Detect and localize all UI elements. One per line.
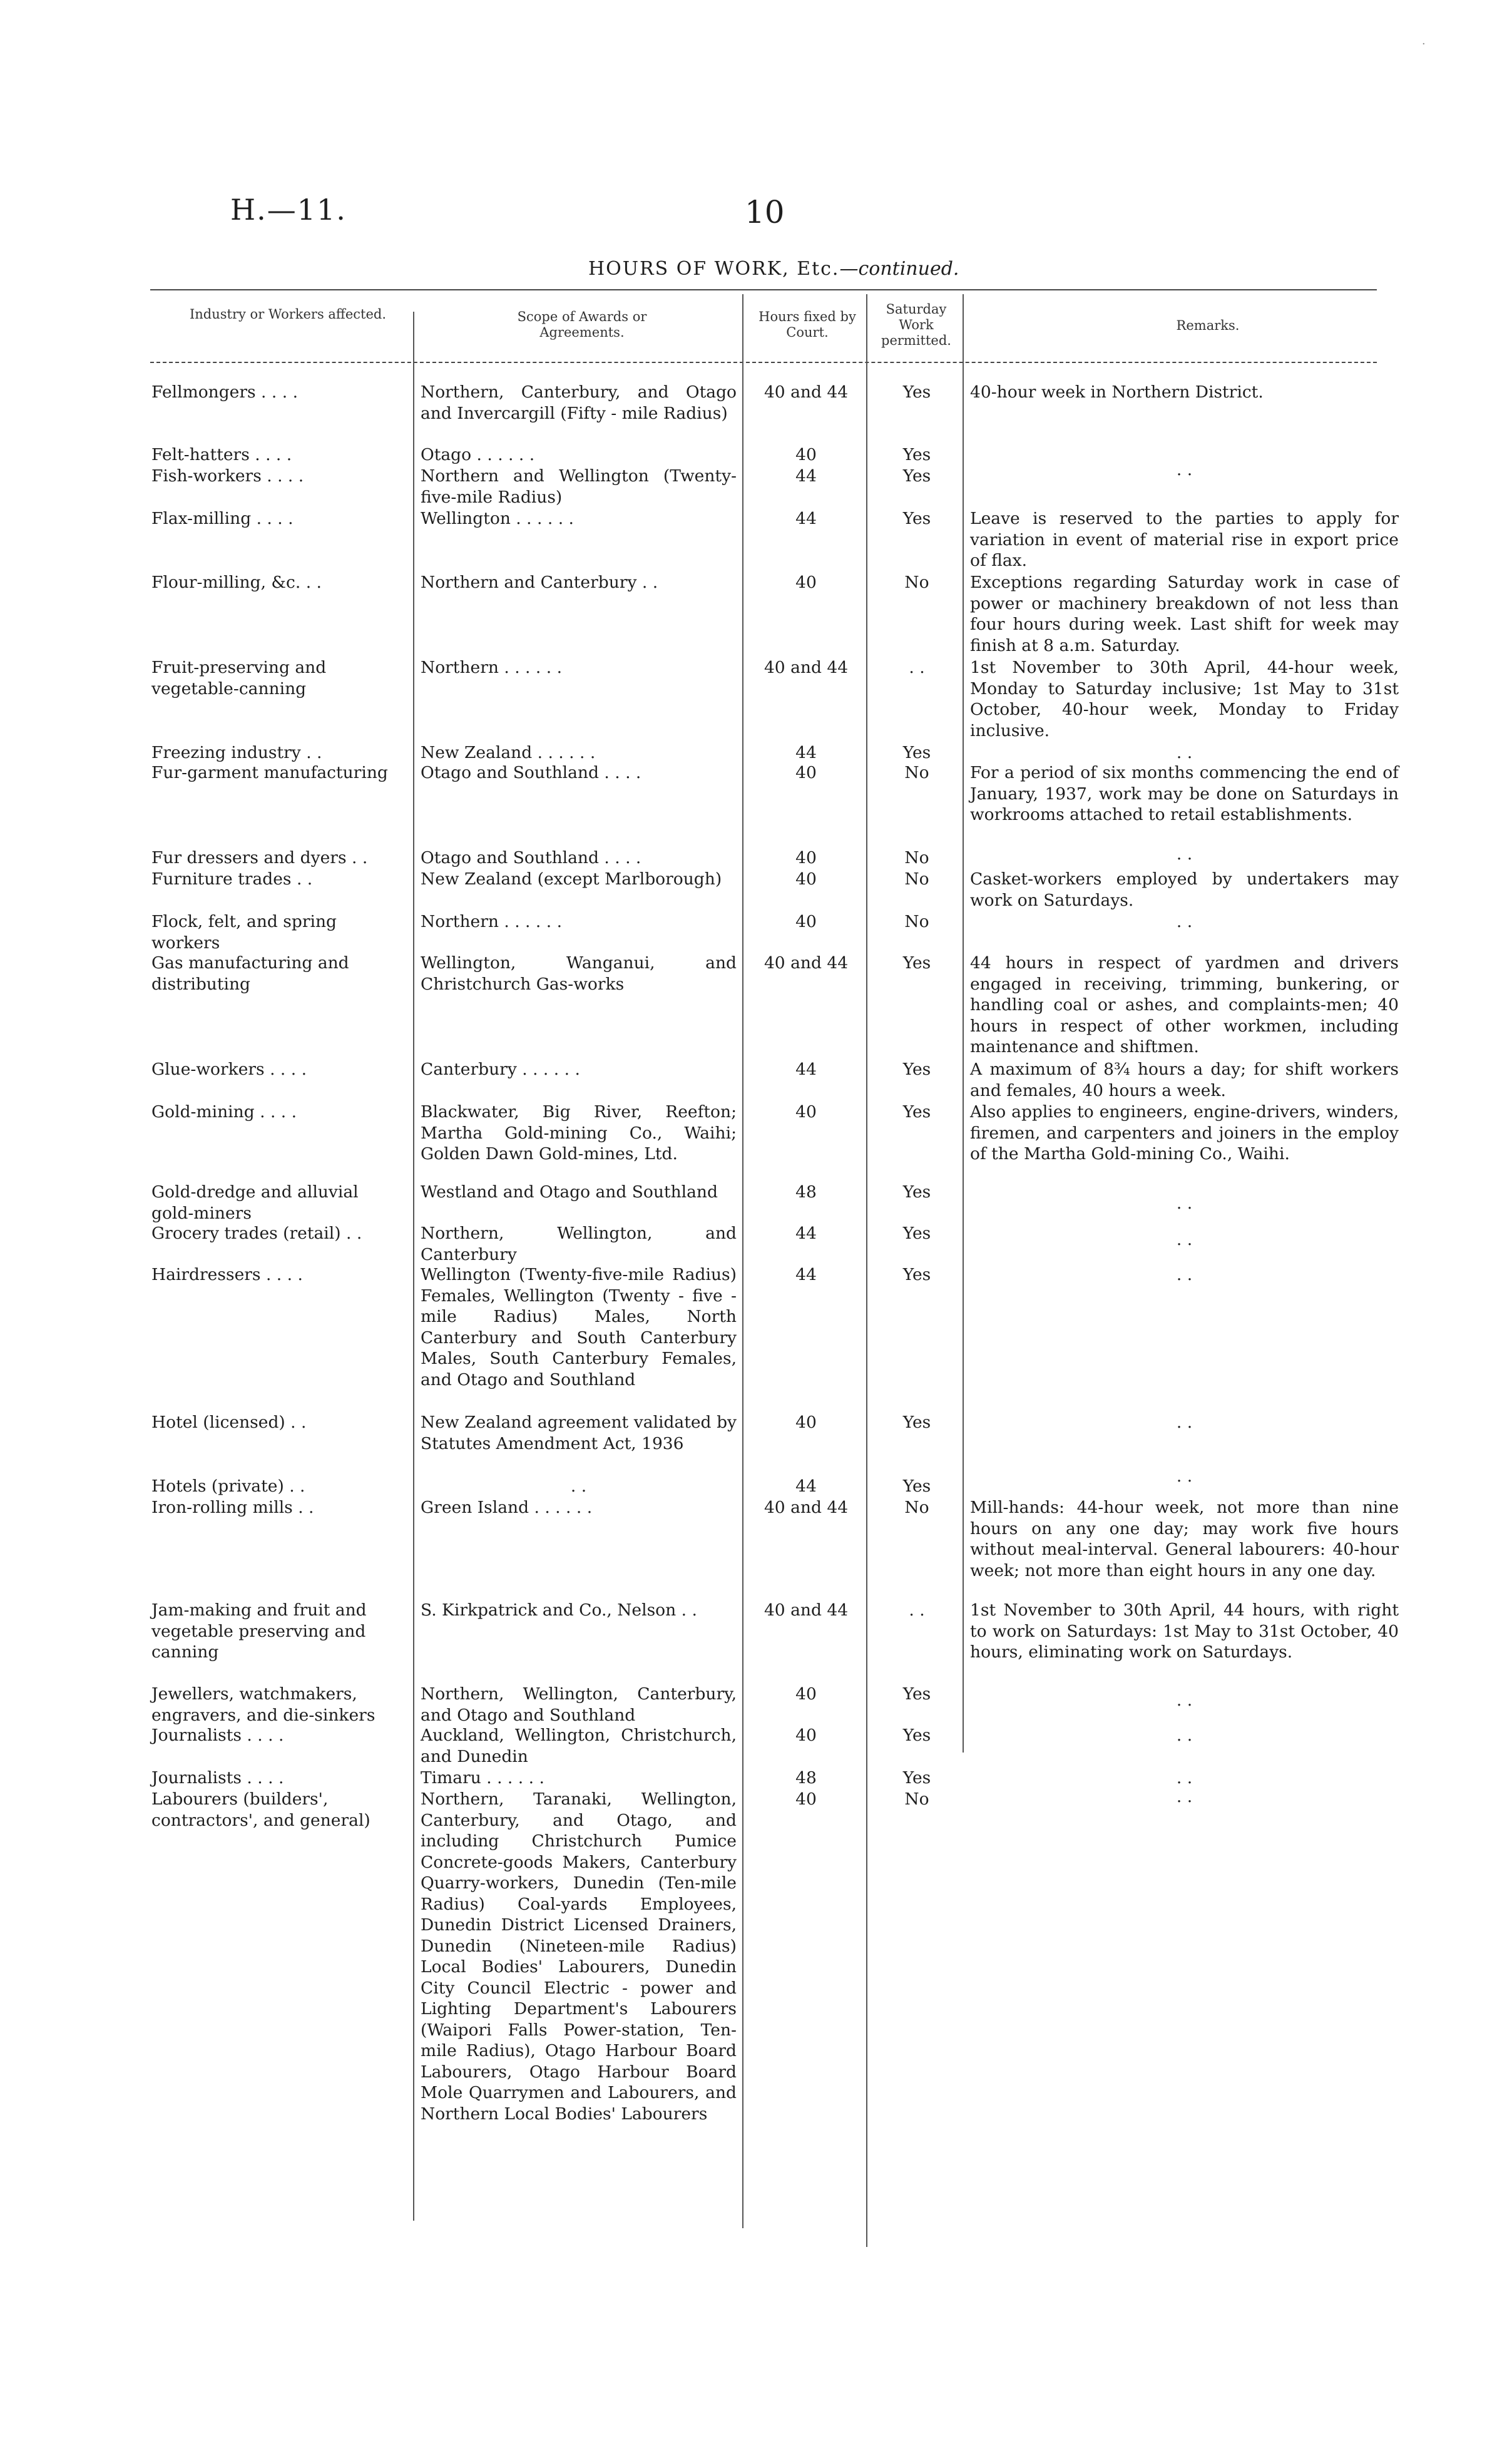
cell-scope: New Zealand (except Marlborough) [421,869,722,889]
cell-hours: 44 [795,1224,817,1243]
cell-hours: 40 [795,869,817,889]
cell-saturday: No [904,848,929,867]
cell-remarks: Also applies to engineers, engine-drivers, winders, firemen, and carpenters and joiners in the employ of the Martha Gold-mining Co., Waihi. [970,1102,1399,1164]
cell-industry: Labourers (builders', contractors', and general) [151,1789,370,1830]
cell-hours: 44 [795,1476,817,1496]
cell-industry: Iron-rolling mills . . [151,1498,314,1517]
cell-saturday: Yes [902,509,931,528]
header-scope: Scope of Awards or Agreements. [517,309,647,340]
cell-saturday: Yes [902,1102,931,1122]
cell-industry: Hotels (private) . . [151,1476,305,1496]
cell-remarks: . . [1176,1194,1193,1213]
cell-scope: Timaru . . . . . . [421,1768,544,1788]
cell-hours: 40 [795,1102,817,1122]
cell-remarks: . . [1176,1691,1193,1710]
cell-scope: Auckland, Wellington, Christchurch, and Dunedin [421,1726,737,1766]
page-title-main: HOURS OF WORK, Etc. [588,258,840,280]
cell-scope: S. Kirkpatrick and Co., Nelson . . [421,1600,697,1620]
cell-scope: Northern . . . . . . [421,658,563,677]
cell-scope: Wellington, Wanganui, and Christchurch Gas-works [421,953,737,994]
cell-hours: 44 [795,743,817,762]
cell-remarks: 44 hours in respect of yardmen and drivers engaged in receiving, trimming, bunkering, or handling coal or ashes, and complaints-men; 40 hours in respect of other workmen, including maintenance and shiftmen. [970,953,1399,1057]
cell-hours: 40 [795,1726,817,1745]
cell-saturday: No [904,1498,929,1517]
cell-scope: Otago and Southland . . . . [421,763,641,782]
cell-remarks: . . [1176,1726,1193,1745]
cell-scope: Northern . . . . . . [421,912,563,931]
corner-mark: · [1422,38,1426,51]
cell-hours: 40 [795,445,817,464]
cell-remarks: . . [1176,844,1193,864]
cell-industry: Flour-milling, &c. . . [151,573,322,592]
cell-scope: Blackwater, Big River, Reefton; Martha Gold-mining Co., Waihi; Golden Dawn Gold-mines, Ltd. [421,1102,737,1164]
table-header-rule [150,362,1377,363]
cell-saturday: Yes [902,382,931,402]
cell-industry: Journalists . . . . [151,1768,284,1788]
cell-remarks: For a period of six months commencing the end of January, 1937, work may be done on Saturdays in workrooms attached to retail establishments. [970,763,1399,824]
page-reference: H.—11. [230,193,347,227]
cell-hours: 44 [795,509,817,528]
cell-industry: Flock, felt, and spring workers [151,912,337,953]
cell-remarks: 40-hour week in Northern District. [970,382,1264,402]
page-title-continued: —continued. [839,258,959,280]
cell-scope: Wellington . . . . . . [421,509,574,528]
cell-hours: 40 and 44 [764,1600,849,1620]
cell-remarks: . . [1176,743,1193,762]
cell-saturday: Yes [902,1768,931,1788]
cell-scope: Otago . . . . . . [421,445,535,464]
page-title [588,258,959,280]
cell-remarks: Casket-workers employed by undertakers may work on Saturdays. [970,869,1399,910]
cell-industry: Gas manufacturing and distributing [151,953,349,994]
cell-saturday: Yes [902,743,931,762]
cell-hours: 44 [795,1265,817,1284]
cell-hours: 40 [795,573,817,592]
cell-saturday: Yes [902,1684,931,1704]
cell-saturday: No [904,763,929,782]
cell-industry: Glue-workers . . . . [151,1060,307,1079]
cell-industry: Jewellers, watchmakers, engravers, and die-sinkers [151,1684,375,1725]
cell-scope: Northern and Canterbury . . [421,573,658,592]
cell-saturday: Yes [902,953,931,973]
cell-scope: New Zealand agreement validated by Statutes Amendment Act, 1936 [421,1413,737,1453]
cell-saturday: No [904,1789,929,1809]
cell-industry: Fruit-preserving and vegetable-canning [151,658,327,699]
cell-saturday: No [904,912,929,931]
cell-saturday: Yes [902,1224,931,1243]
cell-remarks: A maximum of 8¾ hours a day; for shift workers and females, 40 hours a week. [970,1060,1399,1100]
cell-hours: 40 and 44 [764,382,849,402]
cell-saturday: Yes [902,1476,931,1496]
cell-saturday: . . [909,1600,925,1620]
cell-industry: Hairdressers . . . . [151,1265,303,1284]
cell-industry: Gold-dredge and alluvial gold-miners [151,1182,359,1223]
cell-industry: Freezing industry . . [151,743,322,762]
cell-industry: Fellmongers . . . . [151,382,299,402]
cell-scope: Northern, Taranaki, Wellington, Canterbury, and Otago, and including Christchurch Pumice Concrete-goods Makers, Canterbury Quarry-workers, Dunedin (Ten-mile Radius) Coal-yards Employees, Dunedin District Licensed Drainers, Dunedin (Nineteen-mile Radius) Local Bodies' Labourers, Dunedin City Council Electric - power and Lighting Department's Labourers (Waipori Falls Power-station, Ten-mile Radius), Otago Harbour Board Labourers, Otago Harbour Board Mole Quarrymen and Labourers, and Northern Local Bodies' Labourers [421,1789,737,2124]
cell-hours: 48 [795,1182,817,1202]
cell-hours: 40 [795,848,817,867]
cell-scope: Westland and Otago and Southland [421,1182,718,1202]
cell-remarks: . . [1176,1787,1193,1806]
cell-scope: Northern, Wellington, Canterbury, and Otago and Southland [421,1684,737,1725]
cell-hours: 40 [795,1789,817,1809]
cell-remarks: 1st November to 30th April, 44 hours, with right to work on Saturdays: 1st May to 31st October, 40 hours, eliminating work on Saturdays. [970,1600,1399,1662]
cell-scope: Northern, Canterbury, and Otago and Invercargill (Fifty - mile Radius) [421,382,737,423]
cell-saturday: Yes [902,1060,931,1079]
cell-remarks: . . [1176,1466,1193,1486]
cell-scope: Otago and Southland . . . . [421,848,641,867]
cell-remarks: Mill-hands: 44-hour week, not more than nine hours on any one day; may work five hours without meal-interval. General labourers: 40-hour week; not more than eight hours in any one day. [970,1498,1399,1580]
cell-scope: Green Island . . . . . . [421,1498,593,1517]
cell-saturday: . . [909,658,925,677]
cell-industry: Gold-mining . . . . [151,1102,297,1122]
cell-hours: 44 [795,466,817,486]
cell-saturday: Yes [902,1265,931,1284]
cell-remarks: 1st November to 30th April, 44-hour week, Monday to Saturday inclusive; 1st May to 31st October, 40-hour week, Monday to Friday inclusive. [970,658,1399,740]
cell-hours: 40 and 44 [764,953,849,973]
cell-saturday: Yes [902,445,931,464]
cell-remarks: . . [1176,912,1193,931]
cell-scope: Canterbury . . . . . . [421,1060,580,1079]
cell-saturday: Yes [902,1182,931,1202]
cell-industry: Fur-garment manufacturing [151,763,388,782]
header-remarks: Remarks. [1176,318,1240,333]
cell-scope: Wellington (Twenty-five-mile Radius) Females, Wellington (Twenty - five - mile Radius) Males, North Canterbury and South Canterbury Males, South Canterbury Females, and Otago and Southland [421,1265,737,1389]
cell-remarks: . . [1176,460,1193,479]
cell-industry: Fur dressers and dyers . . [151,848,368,867]
cell-saturday: No [904,573,929,592]
page-number: 10 [745,194,785,230]
cell-scope: . . [570,1476,587,1496]
cell-saturday: Yes [902,1413,931,1432]
cell-remarks: . . [1176,1230,1193,1249]
cell-industry: Jam-making and fruit and vegetable preserving and canning [151,1600,367,1662]
cell-scope: New Zealand . . . . . . [421,743,596,762]
cell-hours: 44 [795,1060,817,1079]
cell-scope: Northern, Wellington, and Canterbury [421,1224,737,1264]
cell-hours: 40 and 44 [764,1498,849,1517]
cell-remarks: Leave is reserved to the parties to apply for variation in event of material rise in export price of flax. [970,509,1399,570]
cell-industry: Furniture trades . . [151,869,313,889]
cell-hours: 40 and 44 [764,658,849,677]
cell-hours: 48 [795,1768,817,1788]
cell-hours: 40 [795,763,817,782]
cell-remarks: . . [1176,1768,1193,1788]
cell-saturday: Yes [902,466,931,486]
cell-industry: Felt-hatters . . . . [151,445,292,464]
table-top-rule [150,289,1377,290]
header-industry: Industry or Workers affected. [189,307,387,322]
cell-scope: Northern and Wellington (Twenty-five-mile Radius) [421,466,737,507]
cell-hours: 40 [795,1684,817,1704]
header-saturday: Saturday Work permitted. [881,302,951,348]
header-hours: Hours fixed by Court. [759,309,856,340]
cell-saturday: No [904,869,929,889]
cell-industry: Fish-workers . . . . [151,466,304,486]
cell-industry: Grocery trades (retail) . . [151,1224,362,1243]
cell-industry: Flax-milling . . . . [151,509,294,528]
cell-industry: Hotel (licensed) . . [151,1413,307,1432]
cell-hours: 40 [795,1413,817,1432]
cell-remarks: . . [1176,1413,1193,1432]
cell-industry: Journalists . . . . [151,1726,284,1745]
cell-remarks: Exceptions regarding Saturday work in case of power or machinery breakdown of not less than four hours during week. Last shift for week may finish at 8 a.m. Saturday. [970,573,1399,655]
cell-saturday: Yes [902,1726,931,1745]
cell-hours: 40 [795,912,817,931]
column-divider-1 [413,312,414,2221]
cell-remarks: . . [1176,1265,1193,1284]
